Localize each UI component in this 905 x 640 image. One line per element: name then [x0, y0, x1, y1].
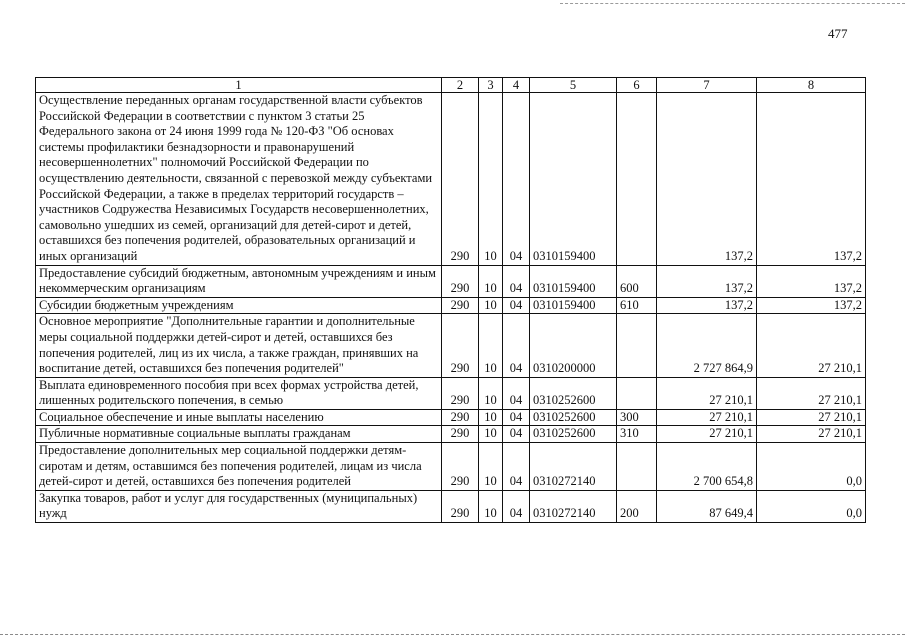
row-expense-type: [617, 443, 657, 491]
column-header: 7: [657, 78, 757, 93]
row-expense-type: [617, 377, 657, 409]
column-header: 1: [36, 78, 442, 93]
row-amount-col7: 2 727 864,9: [657, 314, 757, 377]
table-row: [36, 443, 866, 491]
row-subsection: 04: [503, 314, 530, 377]
row-section: 10: [479, 409, 503, 426]
table-row: [36, 426, 866, 443]
row-amount-col7: 27 210,1: [657, 426, 757, 443]
row-subsection: 04: [503, 443, 530, 491]
row-amount-col8: 0,0: [757, 443, 866, 491]
row-amount-col8: 137,2: [757, 93, 866, 266]
row-target-article: 0310252600: [530, 426, 617, 443]
row-expense-type: 600: [617, 265, 657, 297]
column-header: 6: [617, 78, 657, 93]
row-section: 10: [479, 265, 503, 297]
row-section: 10: [479, 426, 503, 443]
table-header-row: [36, 78, 866, 93]
row-ministry-code: 290: [442, 314, 479, 377]
row-subsection: 04: [503, 377, 530, 409]
row-name: Закупка товаров, работ и услуг для государственных (муниципальных) нужд: [36, 490, 442, 522]
row-expense-type: [617, 93, 657, 266]
row-subsection: 04: [503, 409, 530, 426]
row-subsection: 04: [503, 490, 530, 522]
row-name: Осуществление переданных органам государственной власти субъектов Российской Федерации в соответствии с пунктом 3 статьи 25 Федерального закона от 24 июня 1999 года № 120-ФЗ "Об основах системы профилактики безнадзорности и правонарушений несовершеннолетних" полномочий Российской Федерации по осуществлению деятельности, связанной с перевозкой между субъектами Российской Федерации, а также в пределах территорий государств – участников Содружества Независимых Государств несовершеннолетних, самовольно ушедших из семей, организаций для детей-сирот и детей, оставшихся без попечения родителей, образовательных организаций и иных организаций: [36, 93, 442, 266]
row-ministry-code: 290: [442, 377, 479, 409]
row-section: 10: [479, 377, 503, 409]
row-amount-col8: 137,2: [757, 297, 866, 314]
row-name: Выплата единовременного пособия при всех формах устройства детей, лишенных родительского попечения, в семью: [36, 377, 442, 409]
budget-table: [35, 77, 866, 523]
row-name: Основное мероприятие "Дополнительные гарантии и дополнительные меры социальной поддержки детей-сирот и детей, оставшихся без попечения родителей, лиц из их числа, а также граждан, принявших на воспитание детей, оставшихся без попечения родителей": [36, 314, 442, 377]
row-target-article: 0310272140: [530, 443, 617, 491]
row-expense-type: 610: [617, 297, 657, 314]
row-amount-col7: 137,2: [657, 93, 757, 266]
row-ministry-code: 290: [442, 443, 479, 491]
row-ministry-code: 290: [442, 409, 479, 426]
row-ministry-code: 290: [442, 265, 479, 297]
row-section: 10: [479, 314, 503, 377]
row-amount-col7: 137,2: [657, 265, 757, 297]
row-subsection: 04: [503, 93, 530, 266]
row-ministry-code: 290: [442, 426, 479, 443]
row-amount-col7: 137,2: [657, 297, 757, 314]
row-target-article: 0310159400: [530, 297, 617, 314]
row-amount-col8: 27 210,1: [757, 377, 866, 409]
column-header: 8: [757, 78, 866, 93]
table-row: [36, 93, 866, 266]
row-ministry-code: 290: [442, 93, 479, 266]
row-subsection: 04: [503, 297, 530, 314]
row-amount-col8: 0,0: [757, 490, 866, 522]
row-name: Субсидии бюджетным учреждениям: [36, 297, 442, 314]
row-subsection: 04: [503, 265, 530, 297]
column-header: 3: [479, 78, 503, 93]
scan-edge-bottom: [0, 634, 905, 635]
table-row: [36, 314, 866, 377]
table-row: [36, 490, 866, 522]
row-target-article: 0310252600: [530, 377, 617, 409]
row-target-article: 0310272140: [530, 490, 617, 522]
table-row: [36, 265, 866, 297]
row-section: 10: [479, 443, 503, 491]
row-expense-type: [617, 314, 657, 377]
row-amount-col8: 27 210,1: [757, 314, 866, 377]
row-target-article: 0310200000: [530, 314, 617, 377]
row-section: 10: [479, 93, 503, 266]
row-ministry-code: 290: [442, 490, 479, 522]
row-target-article: 0310159400: [530, 265, 617, 297]
row-expense-type: 310: [617, 426, 657, 443]
row-target-article: 0310252600: [530, 409, 617, 426]
row-amount-col8: 27 210,1: [757, 426, 866, 443]
table-row: [36, 409, 866, 426]
row-section: 10: [479, 490, 503, 522]
scan-edge-top: [560, 3, 905, 4]
row-name: Предоставление субсидий бюджетным, автономным учреждениям и иным некоммерческим организациям: [36, 265, 442, 297]
row-section: 10: [479, 297, 503, 314]
row-amount-col8: 137,2: [757, 265, 866, 297]
column-header: 4: [503, 78, 530, 93]
row-amount-col7: 87 649,4: [657, 490, 757, 522]
column-header: 5: [530, 78, 617, 93]
row-name: Социальное обеспечение и иные выплаты населению: [36, 409, 442, 426]
row-amount-col7: 27 210,1: [657, 377, 757, 409]
row-expense-type: 200: [617, 490, 657, 522]
row-amount-col7: 27 210,1: [657, 409, 757, 426]
table-row: [36, 297, 866, 314]
row-amount-col7: 2 700 654,8: [657, 443, 757, 491]
row-subsection: 04: [503, 426, 530, 443]
row-name: Публичные нормативные социальные выплаты гражданам: [36, 426, 442, 443]
page-number: 477: [828, 26, 848, 41]
row-name: Предоставление дополнительных мер социальной поддержки детям-сиротам и детям, оставшимся без попечения родителей, лицам из числа детей-сирот и детей, оставшихся без попечения родителей: [36, 443, 442, 491]
row-expense-type: 300: [617, 409, 657, 426]
table-row: [36, 377, 866, 409]
row-target-article: 0310159400: [530, 93, 617, 266]
row-amount-col8: 27 210,1: [757, 409, 866, 426]
row-ministry-code: 290: [442, 297, 479, 314]
column-header: 2: [442, 78, 479, 93]
